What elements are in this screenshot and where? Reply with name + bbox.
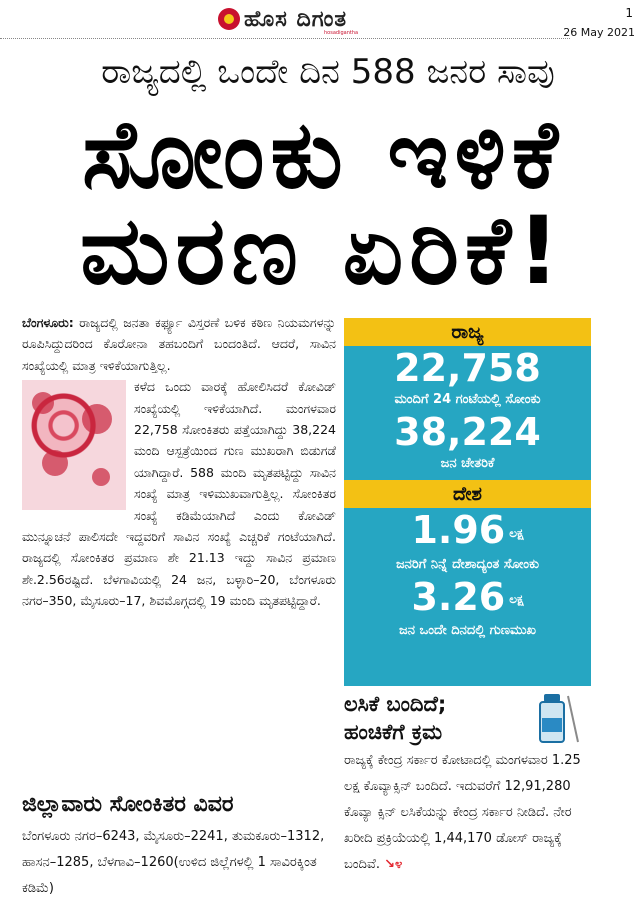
vaccine-text-body: ರಾಜ್ಯಕ್ಕೆ ಕೇಂದ್ರ ಸರ್ಕಾರ ಕೋಟಾದಲ್ಲಿ ಮಂಗಳವಾರ 1.25 ಲಕ್ಷ ಕೊವ್ಯಾಕ್ಸಿನ್ ಬಂದಿದೆ. ಇದುವರೆಗೆ 12,91,280 ಕೊವ್ಯಾ ಕ್ಸಿನ್ ಲಸಿಕೆಯನ್ನು ಕೇಂದ್ರ ಸರ್ಕಾರ ನೀಡಿದೆ. ನೇರ ಖರೀದಿ ಪ್ರಕ್ರಿಯೆಯಲ್ಲಿ 1,44,170 ಡೋಸ್ ರಾಜ್ಯಕ್ಕೆ ಬಂದಿವೆ. <box>344 753 581 872</box>
continued-arrow-icon: ↘೪ <box>384 857 403 872</box>
masthead <box>0 0 643 42</box>
article-para-1-text: ರಾಜ್ಯದಲ್ಲಿ ಜನತಾ ಕರ್ಫ್ಯೂ ವಿಸ್ತರಣೆ ಬಳಿಕ ಕಠಿಣ ನಿಯಮಗಳನ್ನು ರೂಪಿಸಿದ್ದುದರಿಂದ ಕೊರೋನಾ ತಹಬಂದಿಗೆ ಬಂದಂತಿದೆ. ಆದರೆ, ಸಾವಿನ ಸಂಖ್ಯೆಯಲ್ಲಿ ಮಾತ್ರ ಇಳಿಕೆಯಾಗುತ್ತಿಲ್ಲ. <box>22 315 336 373</box>
vaccine-heading-line2: ಹಂಚಿಕೆಗೆ ಕ್ರಮ <box>344 720 443 744</box>
vaccine-text <box>344 748 588 878</box>
dateline: ಬೆಂಗಳೂರು: <box>22 315 74 330</box>
main-article <box>22 312 336 612</box>
kicker-headline: ರಾಜ್ಯದಲ್ಲಿ ಒಂದೇ ದಿನ 588 ಜನರ ಸಾವು <box>101 52 555 92</box>
country-recovered-unit: ಲಕ್ಷ <box>509 592 524 606</box>
country-recovered <box>344 575 591 622</box>
vaccine-heading <box>344 690 544 746</box>
sun-logo-icon <box>218 8 240 30</box>
page-date: 26 May 2021 <box>563 26 635 39</box>
district-text: ಬೆಂಗಳೂರು ನಗರ–6243, ಮೈಸೂರು–2241, ತುಮಕೂರು–1312, ಹಾಸನ–1285, ಬೆಳಗಾವಿ–1260(ಉಳಿದ ಜಿಲ್ಲೆಗಳಲ್ಲಿ 1 ಸಾವಿರಕ್ಕಿಂತ ಕಡಿಮೆ) <box>22 829 325 896</box>
country-cases <box>344 508 591 555</box>
country-cases-value: 1.96 <box>411 508 506 552</box>
stats-box <box>344 318 591 686</box>
district-heading: ಜಿಲ್ಲಾವಾರು ಸೋಂಕಿತರ ವಿವರ <box>22 792 234 817</box>
article-para-2-text: ಕಳೆದ ಒಂದು ವಾರಕ್ಕೆ ಹೋಲಿಸಿದರೆ ಕೋವಿಡ್ ಸಂಖ್ಯೆಯಲ್ಲಿ ಇಳಿಕೆಯಾಗಿದೆ. ಮಂಗಳವಾರ 22,758 ಸೋಂಕಿತರು ಪತ್ತೆಯಾಗಿದ್ದು 38,224 ಮಂದಿ ಆಸ್ಪತ್ರೆಯಿಂದ ಗುಣ ಮುಖರಾಗಿ ಬಿಡುಗಡೆ ಯಾಗಿದ್ದಾರೆ. 588 ಮಂದಿ ಮೃತಪಟ್ಟಿದ್ದು ಸಾವಿನ ಸಂಖ್ಯೆ ಮಾತ್ರ ಇಳಿಮುಖವಾಗುತ್ತಿಲ್ಲ. ಸೋಂಕಿತರ ಸಂಖ್ಯೆ ಕಡಿಮೆಯಾಗಿದೆ ಎಂದು ಕೋವಿಡ್ ಮುನ್ನೂಚನೆ ಪಾಲಿಸದೇ ಇದ್ದವರಿಗೆ ಸಾವಿನ ಸಂಖ್ಯೆ ಎಚ್ಚರಿಕೆ ಗಂಟೆಯಾಗಿದೆ. ರಾಜ್ಯದಲ್ಲಿ ಸೋಂಕಿತರ ಪ್ರಮಾಣ ಶೇ 21.13 ಇದ್ದು ಸಾವಿನ ಪ್ರಮಾಣ ಶೇ.2.56ರಷ್ಟಿದೆ. ಬೆಳಗಾವಿಯಲ್ಲಿ 24 ಜನ, ಬಳ್ಳಾರಿ–20, ಬೆಂಗಳೂರು ನಗರ–350, ಮೈಸೂರು–17, ಶಿವಮೊಗ್ಗದಲ್ಲಿ 19 ಮಂದಿ ಮೃತಪಟ್ಟಿದ್ದಾರೆ. <box>22 379 336 609</box>
main-headline-line1: ಸೋಂಕು ಇಳಿಕೆ <box>82 101 564 210</box>
state-recovered-caption: ಜನ ಚೇತರಿಕೆ <box>440 456 495 471</box>
country-recovered-value: 3.26 <box>411 574 506 619</box>
article-para-2 <box>22 376 336 611</box>
country-cases-caption: ಜನರಿಗೆ ನಿನ್ನೆ ದೇಶಾದ್ಯಂತ ಸೋಂಕು <box>395 556 540 572</box>
country-header: ದೇಶ <box>344 480 591 508</box>
header-divider <box>0 38 570 39</box>
vaccine-heading-line1: ಲಸಿಕೆ ಬಂದಿದೆ; <box>344 692 447 716</box>
main-headline-line2: ಮರಣ ಏರಿಕೆ! <box>80 197 566 306</box>
page-number: 1 <box>625 6 633 20</box>
state-recovered: 38,224 <box>394 410 541 454</box>
country-recovered-caption: ಜನ ಒಂದೇ ದಿನದಲ್ಲಿ ಗುಣಮುಖ <box>399 623 536 638</box>
logo-text: ಹೊಸ ದಿಗಂತ <box>244 6 348 32</box>
state-cases: 22,758 <box>394 346 541 390</box>
article-para-1 <box>22 312 336 376</box>
vaccine-vial-icon <box>524 692 580 744</box>
virus-image <box>22 380 126 510</box>
logo-tagline: hosadigantha <box>324 30 359 36</box>
state-header: ರಾಜ್ಯ <box>344 318 591 346</box>
country-cases-unit: ಲಕ್ಷ <box>509 525 524 540</box>
state-cases-caption: ಮಂದಿಗೆ 24 ಗಂಟೆಯಲ್ಲಿ ಸೋಂಕು <box>394 392 541 407</box>
